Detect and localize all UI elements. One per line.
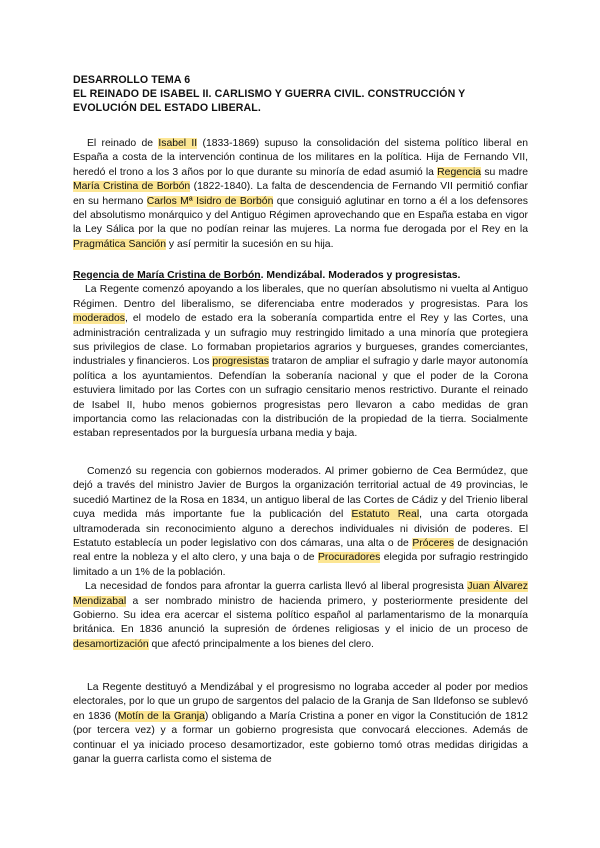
highlight-maria-cristina: María Cristina de Borbón	[73, 181, 191, 193]
highlight-juan-alvarez-mendizabal: Juan Álvarez Mendizabal	[73, 581, 528, 607]
text-run: La Regente destituyó a Mendizábal y el progresismo no lograba acceder al poder por medios electorales, por lo que un grupo de sargentos del palacio de la Granja de San Ildefonso se sublevó en 1836 (	[73, 682, 528, 722]
highlight-proceres: Próceres	[412, 538, 454, 550]
text-run: elegida por sufragio restringido limitado a un 1% de la población.	[73, 552, 529, 578]
text-run: su madre	[481, 166, 528, 178]
highlight-carlos: Carlos Mª Isidro de Borbón	[146, 195, 274, 207]
highlight-estatuto-real: Estatuto Real	[351, 509, 420, 521]
text-run: (1822-1840). La falta de descendencia de Fernando VII permitió confiar en su hermano	[73, 181, 528, 207]
paragraph-motin-granja	[73, 681, 528, 767]
text-run: La Regente comenzó apoyando a los liberales, que no querían absolutismo ni vuelta al Antiguo Régimen. Dentro del liberalismo, se diferenciaba entre moderados y progresistas. Para los	[73, 284, 528, 310]
text-run: y así permitir la sucesión en su hija.	[166, 238, 334, 250]
highlight-desamortizacion: desamortización	[73, 638, 149, 650]
text-run: , una carta otorgada ultramoderada sin reconocimiento alguno a derechos individuales ni división de poderes. El Estatuto establecía un poder legislativo con dos cámaras, una alta o de	[73, 509, 528, 550]
paragraph-intro	[73, 137, 528, 252]
highlight-moderados: moderados	[73, 313, 125, 325]
highlight-regencia: Regencia	[437, 166, 482, 178]
heading-line-3: EVOLUCIÓN DEL ESTADO LIBERAL.	[73, 102, 261, 114]
text-run: que consiguió aglutinar en torno a él a los defensores del absolutismo monárquico y del Antiguo Régimen aprovechando que en España estaba en vigor la Ley Sálica por la que no podían reinar las mujeres. La norma fue derogada por el Rey en la	[73, 195, 529, 236]
section-heading-rest: . Mendizábal. Moderados y progresistas.	[260, 270, 461, 281]
heading-line-1: DESARROLLO TEMA 6	[73, 74, 191, 86]
text-run: , el modelo de estado era la soberanía compartida entre el Rey y las Cortes, una administración centralizada y un sufragio muy restringido limitado a una minoría que protegiera sus privilegios de clase. Lo formaban propietarios agrarios y burgueses, grandes comerciantes, industriales y financieros. Los	[73, 313, 528, 368]
heading-line-2: EL REINADO DE ISABEL II. CARLISMO Y GUERRA CIVIL. CONSTRUCCIÓN Y	[73, 88, 466, 100]
text-run: La necesidad de fondos para afrontar la guerra carlista llevó al liberal progresista	[85, 581, 468, 593]
text-run: de designación real entre la nobleza y el alto clero, y una baja o de	[73, 538, 528, 564]
highlight-progresistas: progresistas	[212, 356, 269, 368]
text-run: ) obligando a María Cristina a poner en vigor la Constitución de 1812 (por tercera vez) y a formar un gobierno progresista que convocará elecciones. Además de continuar el ya iniciado proceso desamortizador, este gobierno tomó otras medidas dirigidas a ganar la guerra carlista como el sistema de	[73, 710, 528, 766]
document-heading	[73, 73, 533, 115]
text-run: trataron de ampliar el sufragio y darle mayor autonomía política a los ayuntamientos. Defendían la soberanía nacional y que el poder de la Corona estuviera limitado por las Cortes con un sufragio censitario menos restrictivo. Durante el reinado de Isabel II, hubo menos gobiernos progresistas pero llevaron a cabo medidas de gran importancia como las relacionadas con la distribución de la propiedad de la tierra. Socialmente estaban representados por la burguesía urbana media y baja.	[73, 356, 528, 440]
text-run: Comenzó su regencia con gobiernos moderados. Al primer gobierno de Cea Bermúdez, que dejó a través del ministro Javier de Burgos la organización territorial actual de 49 provincias, le sucedió Martinez de la Rosa en 1834, un antiguo liberal de las Cortes de Cádiz y del Trienio liberal cuya medida más importante fue la publicación del	[73, 466, 528, 521]
text-run: que afectó principalmente a los bienes del clero.	[148, 638, 374, 650]
highlight-motin-granja: Motín de la Granja	[117, 710, 205, 722]
text-run: El reinado de	[87, 138, 159, 149]
section-heading-underlined: Regencia de María Cristina de Borbón	[73, 270, 261, 281]
highlight-procuradores: Procuradores	[317, 552, 381, 564]
paragraph-gobiernos-moderados	[73, 465, 528, 652]
text-run: a ser nombrado ministro de hacienda primero, y posteriormente presidente del Gobierno. Su idea era acercar el sistema político español al parlamentarismo de la monarquía británica. En 1836 anunció la supresión de órdenes religiosas y el inicio de un proceso de	[73, 595, 528, 636]
highlight-pragmatica: Pragmática Sanción	[73, 238, 166, 250]
highlight-isabel: Isabel II	[158, 138, 198, 149]
section-regencia	[73, 269, 528, 442]
text-run: (1833-1869) supuso la consolidación del sistema político liberal en España a costa de la intervención continua de los militares en la política. Hija de Fernando VII, heredó el trono a los 3 años por lo que durante su minoría de edad asumió la	[73, 138, 529, 178]
